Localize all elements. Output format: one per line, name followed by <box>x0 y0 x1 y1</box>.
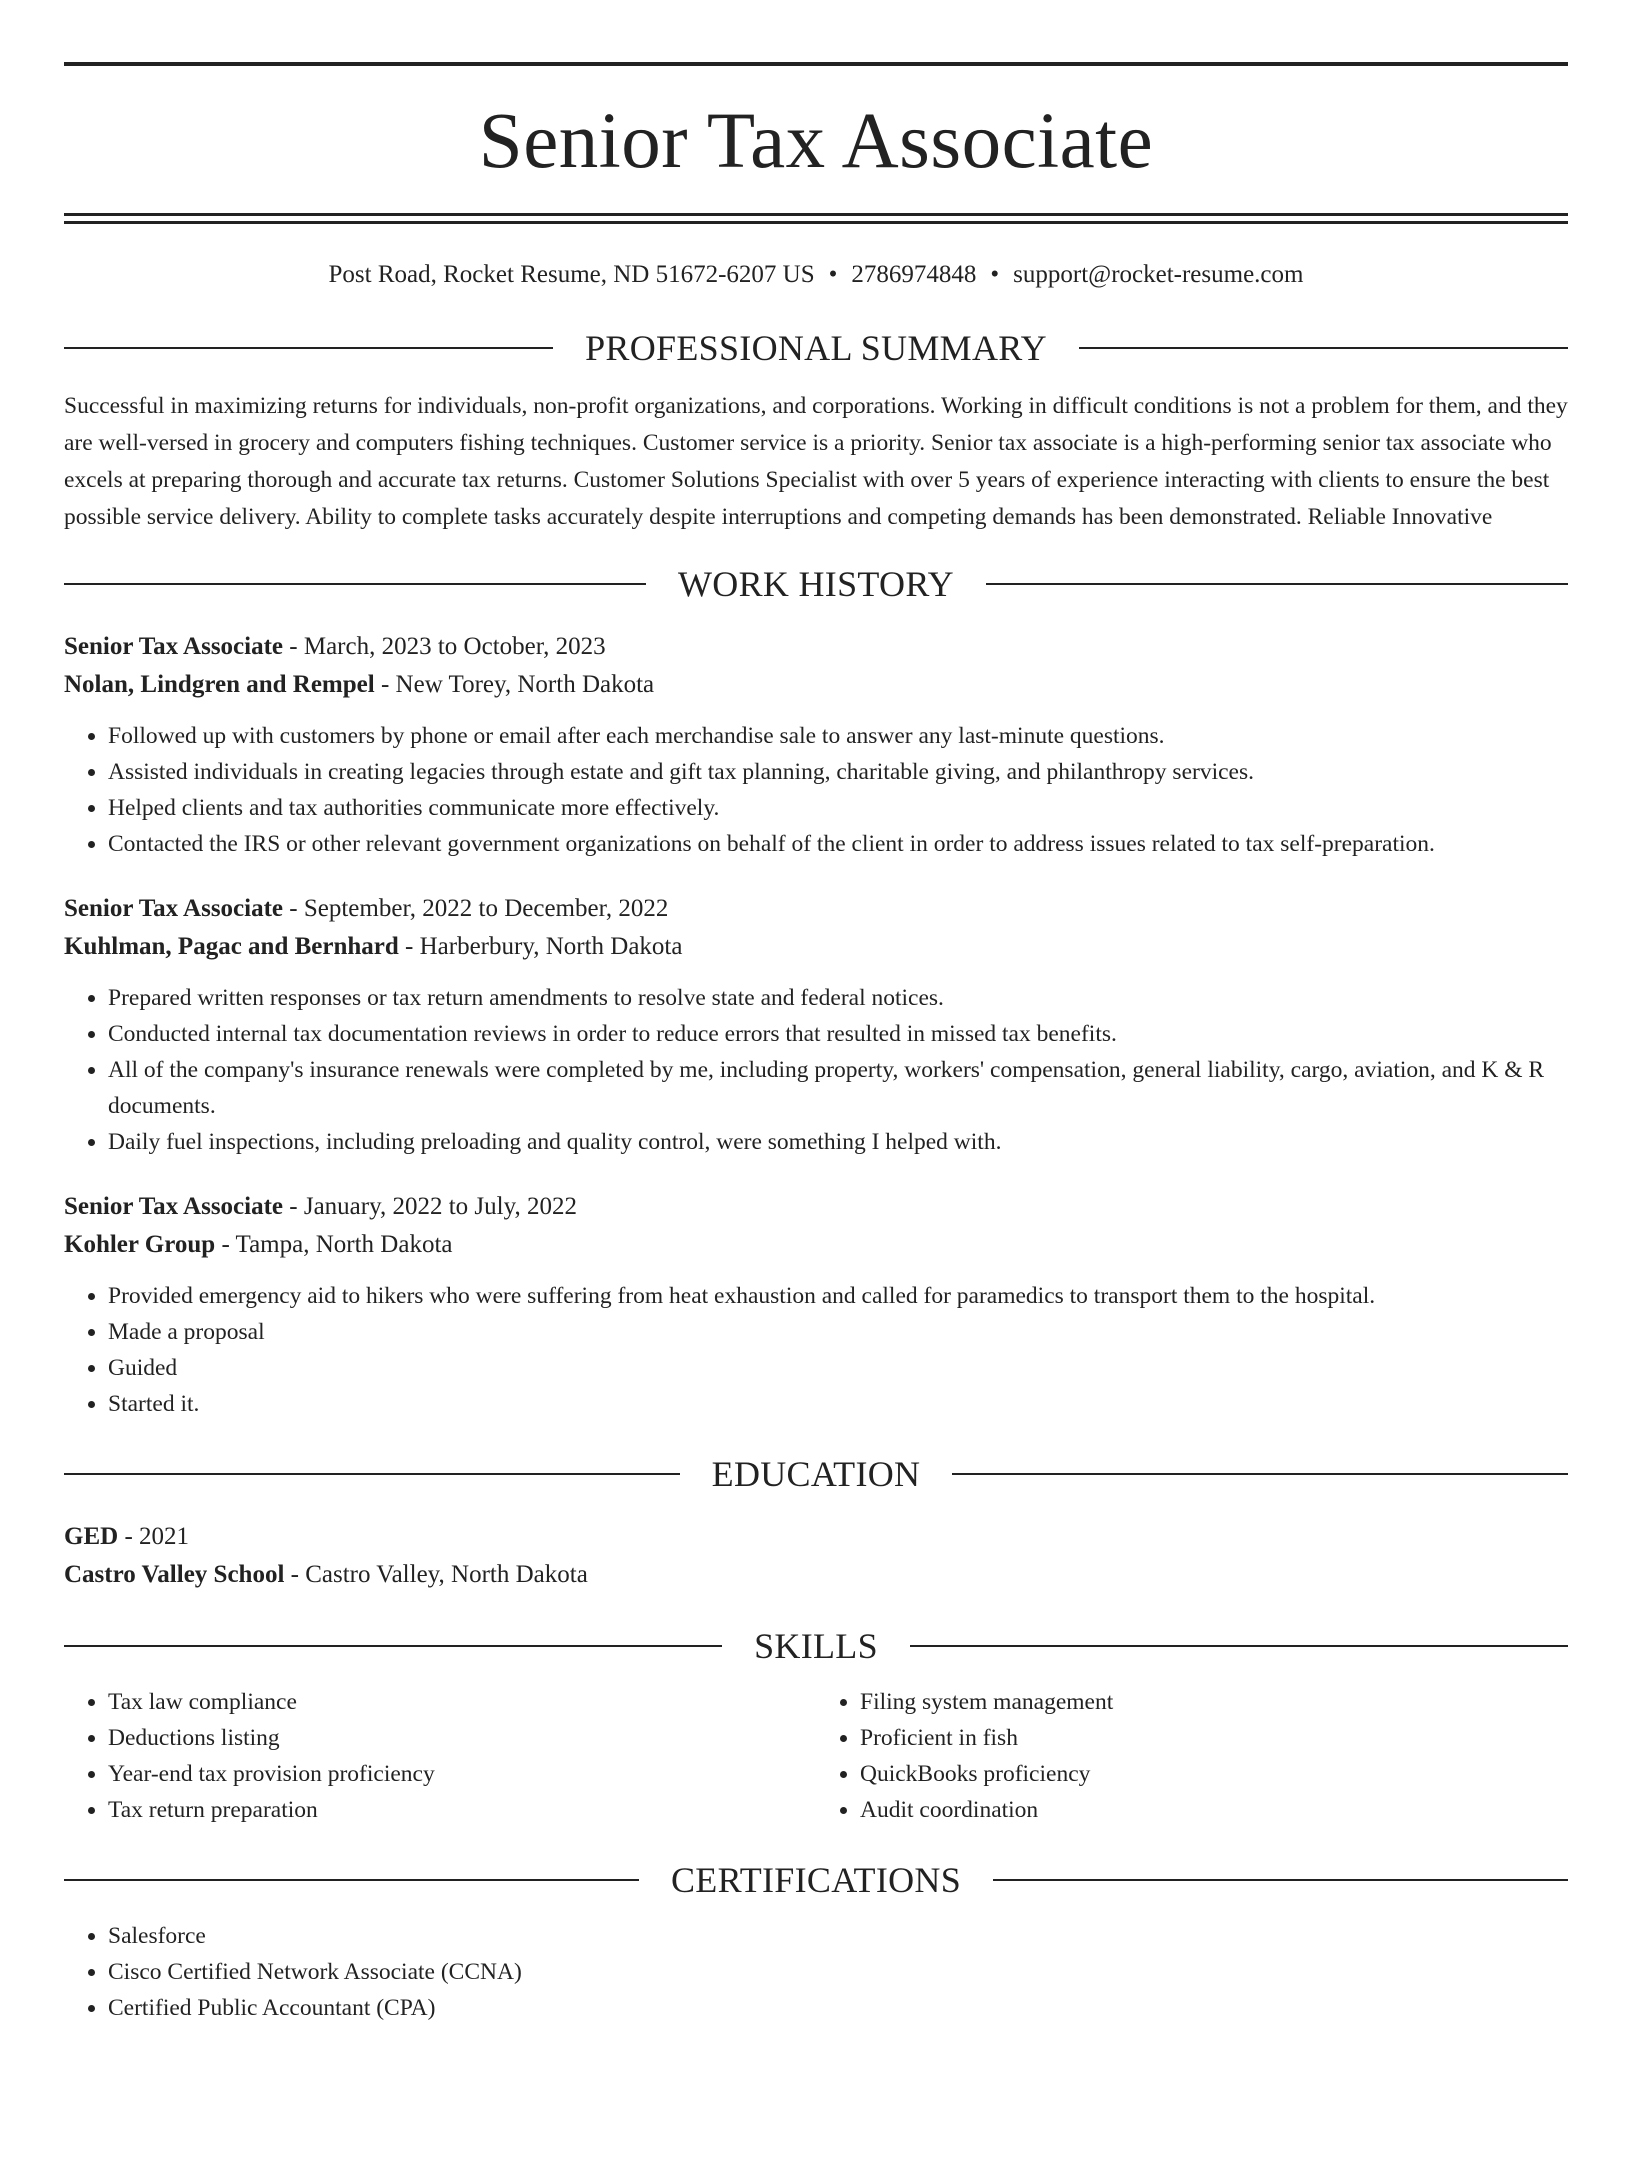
divider-line <box>986 583 1568 585</box>
job-dates: - January, 2022 to July, 2022 <box>283 1193 577 1220</box>
education-location: - Castro Valley, North Dakota <box>284 1561 588 1588</box>
job-company-line <box>64 666 1568 704</box>
skills-columns <box>64 1684 1568 1828</box>
section-title-education: EDUCATION <box>711 1454 921 1494</box>
divider-line <box>64 1473 680 1475</box>
resume-title: Senior Tax Associate <box>478 98 1154 185</box>
education-degree-line <box>64 1518 1568 1556</box>
section-title-summary: PROFESSIONAL SUMMARY <box>585 328 1047 368</box>
contact-line <box>64 260 1568 290</box>
education-degree: GED <box>64 1523 119 1550</box>
job-bullet: • Assisted individuals in creating legacies through estate and gift tax planning, charitable giving, and philanthropy services. <box>108 754 1568 790</box>
skill-item: • Filing system management <box>860 1684 1568 1720</box>
job-company: Kuhlman, Pagac and Bernhard <box>64 933 399 960</box>
skills-list-left <box>64 1684 816 1828</box>
divider-line <box>64 583 646 585</box>
section-header-education <box>64 1456 1568 1492</box>
job-bullet: • Contacted the IRS or other relevant government organizations on behalf of the client in order to address issues related to tax self-preparation. <box>108 826 1568 862</box>
divider-line <box>64 347 553 349</box>
resume-page <box>0 62 1632 2174</box>
job-bullet: • Made a proposal <box>108 1314 1568 1350</box>
education-school-line <box>64 1556 1568 1594</box>
job-title: Senior Tax Associate <box>64 1193 284 1220</box>
job-location: - Harberbury, North Dakota <box>398 933 683 960</box>
skill-item: • Deductions listing <box>108 1720 816 1756</box>
job-dates: - March, 2023 to October, 2023 <box>283 633 606 660</box>
education-year: - 2021 <box>118 1523 190 1550</box>
section-header-work <box>64 566 1568 602</box>
job-bullets <box>64 718 1568 862</box>
job-company-line <box>64 928 1568 966</box>
job-bullets <box>64 1278 1568 1422</box>
section-title-skills: SKILLS <box>754 1626 878 1666</box>
section-header-skills <box>64 1628 1568 1664</box>
job-bullet: • All of the company's insurance renewals were completed by me, including property, workers' compensation, general liability, cargo, aviation, and K & R documents. <box>108 1052 1568 1124</box>
skill-item: • Year-end tax provision proficiency <box>108 1756 816 1792</box>
summary-text: Successful in maximizing returns for individuals, non-profit organizations, and corporations. Working in difficult conditions is not a problem for them, and they are well-versed in grocery and computers fishing techniques. Customer service is a priority. Senior tax associate is a high-performing senior tax associate who excels at preparing thorough and accurate tax returns. Customer Solutions Specialist with over 5 years of experience interacting with clients to ensure the best possible service delivery. Ability to complete tasks accurately despite interruptions and competing demands has been demonstrated. Reliable Innovative <box>64 393 1568 530</box>
job-entry <box>64 1188 1568 1422</box>
job-location: - New Torey, North Dakota <box>374 671 655 698</box>
job-bullet: • Followed up with customers by phone or email after each merchandise sale to answer any last-minute questions. <box>108 718 1568 754</box>
job-title: Senior Tax Associate <box>64 633 284 660</box>
section-header-certifications <box>64 1862 1568 1898</box>
skill-item: • Tax return preparation <box>108 1792 816 1828</box>
divider-line <box>64 1879 639 1881</box>
section-header-summary <box>64 330 1568 366</box>
job-bullet: • Started it. <box>108 1386 1568 1422</box>
contact-email: support@rocket-resume.com <box>1013 261 1304 288</box>
section-title-certifications: CERTIFICATIONS <box>670 1860 962 1900</box>
skill-item: • Proficient in fish <box>860 1720 1568 1756</box>
job-bullet: • Conducted internal tax documentation reviews in order to reduce errors that resulted in missed tax benefits. <box>108 1016 1568 1052</box>
certification-item: • Cisco Certified Network Associate (CCNA) <box>108 1954 1568 1990</box>
certifications-list <box>64 1918 1568 2026</box>
job-dates: - September, 2022 to December, 2022 <box>283 895 669 922</box>
divider-line <box>64 1645 722 1647</box>
job-bullet: • Helped clients and tax authorities communicate more effectively. <box>108 790 1568 826</box>
section-title-work: WORK HISTORY <box>678 564 954 604</box>
contact-separator: • <box>828 261 838 288</box>
job-bullet: • Provided emergency aid to hikers who were suffering from heat exhaustion and called for paramedics to transport them to the hospital. <box>108 1278 1568 1314</box>
job-location: - Tampa, North Dakota <box>215 1231 453 1258</box>
contact-address: Post Road, Rocket Resume, ND 51672-6207 US <box>328 261 815 288</box>
skill-item: • Audit coordination <box>860 1792 1568 1828</box>
job-title: Senior Tax Associate <box>64 895 284 922</box>
job-company: Nolan, Lindgren and Rempel <box>64 671 375 698</box>
work-history-list <box>64 628 1568 1422</box>
skill-item: • QuickBooks proficiency <box>860 1756 1568 1792</box>
skill-item: • Tax law compliance <box>108 1684 816 1720</box>
job-bullet: • Guided <box>108 1350 1568 1386</box>
divider-line <box>952 1473 1568 1475</box>
job-bullet: • Daily fuel inspections, including preloading and quality control, were something I helped with. <box>108 1124 1568 1160</box>
job-title-line <box>64 1188 1568 1226</box>
top-rule <box>64 62 1568 66</box>
divider-line <box>910 1645 1568 1647</box>
education-entry <box>64 1518 1568 1594</box>
job-company: Kohler Group <box>64 1231 216 1258</box>
job-title-line <box>64 628 1568 666</box>
divider-line <box>1079 347 1568 349</box>
skills-list-right <box>816 1684 1568 1828</box>
job-company-line <box>64 1226 1568 1264</box>
job-entry <box>64 890 1568 1160</box>
education-school: Castro Valley School <box>64 1561 285 1588</box>
contact-phone: 2786974848 <box>851 261 977 288</box>
job-bullet: • Prepared written responses or tax return amendments to resolve state and federal notices. <box>108 980 1568 1016</box>
certification-item: • Salesforce <box>108 1918 1568 1954</box>
contact-separator: • <box>990 261 1000 288</box>
job-title-line <box>64 890 1568 928</box>
title-double-rule <box>64 213 1568 224</box>
certification-item: • Certified Public Accountant (CPA) <box>108 1990 1568 2026</box>
job-bullets <box>64 980 1568 1160</box>
divider-line <box>993 1879 1568 1881</box>
job-entry <box>64 628 1568 862</box>
certifications-block <box>64 1918 1568 2026</box>
